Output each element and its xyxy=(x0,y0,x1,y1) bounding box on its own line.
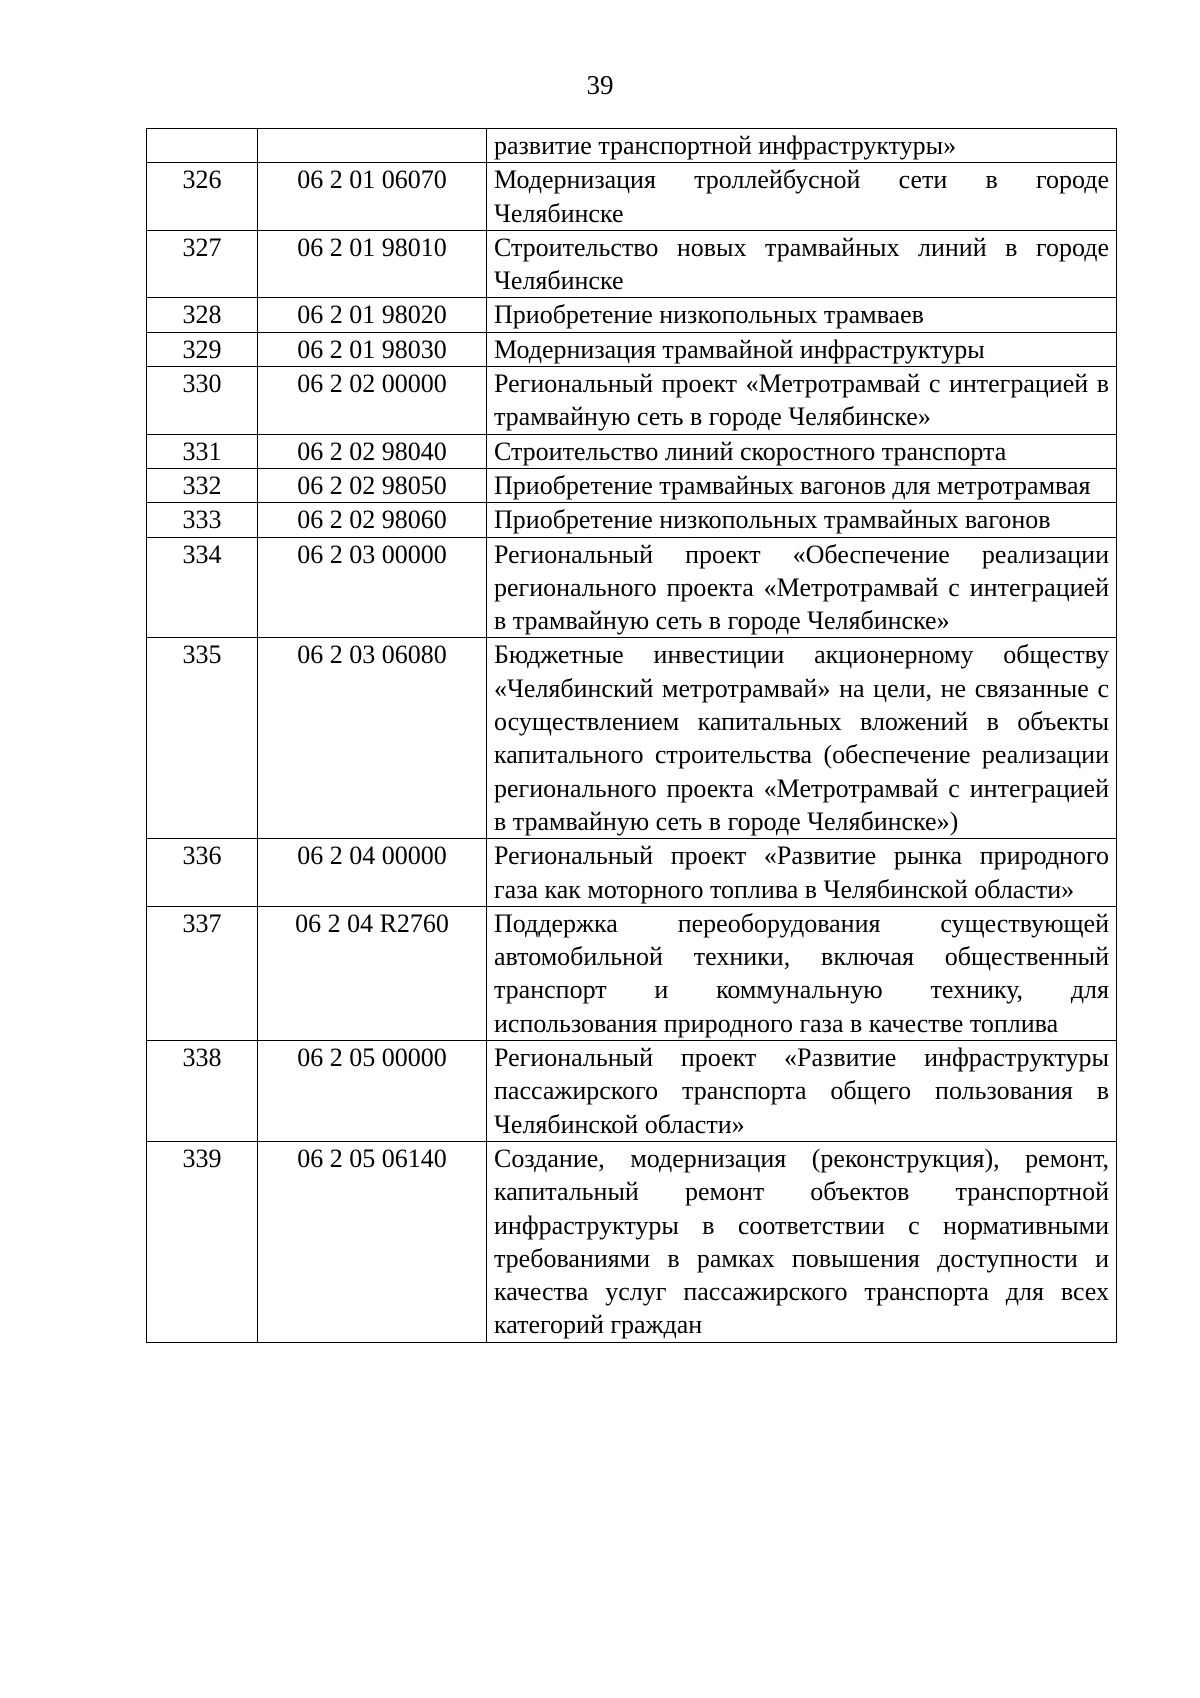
row-number: 334 xyxy=(147,537,258,638)
table-row xyxy=(147,468,1117,502)
budget-code: 06 2 03 00000 xyxy=(258,537,487,638)
row-number: 328 xyxy=(147,298,258,332)
table-row xyxy=(147,434,1117,468)
row-description: развитие транспортной инфраструктуры» xyxy=(487,129,1117,163)
table-row xyxy=(147,537,1117,638)
budget-code: 06 2 02 98050 xyxy=(258,468,487,502)
budget-code: 06 2 03 06080 xyxy=(258,638,487,839)
row-description: Приобретение трамвайных вагонов для метротрамвая xyxy=(487,468,1117,502)
table-row xyxy=(147,163,1117,231)
table-row xyxy=(147,503,1117,537)
budget-code: 06 2 02 00000 xyxy=(258,367,487,435)
row-description: Региональный проект «Развитие рынка природного газа как моторного топлива в Челябинской области» xyxy=(487,839,1117,907)
row-description: Поддержка переоборудования существующей автомобильной техники, включая общественный транспорт и коммунальную технику, для использования природного газа в качестве топлива xyxy=(487,906,1117,1040)
budget-code xyxy=(258,129,487,163)
row-number: 337 xyxy=(147,906,258,1040)
row-number: 332 xyxy=(147,468,258,502)
table-row xyxy=(147,332,1117,366)
table-row xyxy=(147,367,1117,435)
row-description: Региональный проект «Развитие инфраструктуры пассажирского транспорта общего пользования в Челябинской области» xyxy=(487,1041,1117,1142)
row-number: 329 xyxy=(147,332,258,366)
budget-code: 06 2 05 06140 xyxy=(258,1141,487,1342)
row-description: Модернизация трамвайной инфраструктуры xyxy=(487,332,1117,366)
table-row xyxy=(147,129,1117,163)
table-row xyxy=(147,638,1117,839)
budget-code: 06 2 01 98020 xyxy=(258,298,487,332)
table-row xyxy=(147,298,1117,332)
row-number: 333 xyxy=(147,503,258,537)
row-description: Приобретение низкопольных трамваев xyxy=(487,298,1117,332)
row-number: 336 xyxy=(147,839,258,907)
row-description: Модернизация троллейбусной сети в городе Челябинске xyxy=(487,163,1117,231)
row-description: Бюджетные инвестиции акционерному обществу «Челябинский метротрамвай» на цели, не связанные с осуществлением капитальных вложений в объекты капитального строительства (обеспечение реализации регионального проекта «Метротрамвай с интеграцией в трамвайную сеть в городе Челябинске») xyxy=(487,638,1117,839)
row-description: Строительство новых трамвайных линий в городе Челябинске xyxy=(487,230,1117,298)
table-row xyxy=(147,1141,1117,1342)
row-number: 338 xyxy=(147,1041,258,1142)
budget-code: 06 2 05 00000 xyxy=(258,1041,487,1142)
budget-code: 06 2 01 98030 xyxy=(258,332,487,366)
budget-code: 06 2 04 00000 xyxy=(258,839,487,907)
budget-code: 06 2 02 98040 xyxy=(258,434,487,468)
row-description: Региональный проект «Обеспечение реализации регионального проекта «Метротрамвай с интеграцией в трамвайную сеть в городе Челябинске» xyxy=(487,537,1117,638)
budget-code: 06 2 04 R2760 xyxy=(258,906,487,1040)
row-description: Строительство линий скоростного транспорта xyxy=(487,434,1117,468)
row-number: 335 xyxy=(147,638,258,839)
row-number: 327 xyxy=(147,230,258,298)
row-number: 339 xyxy=(147,1141,258,1342)
row-number: 331 xyxy=(147,434,258,468)
row-description: Создание, модернизация (реконструкция), ремонт, капитальный ремонт объектов транспортной инфраструктуры в соответствии с нормативными требованиями в рамках повышения доступности и качества услуг пассажирского транспорта для всех категорий граждан xyxy=(487,1141,1117,1342)
table-row xyxy=(147,839,1117,907)
table-row xyxy=(147,906,1117,1040)
row-number: 326 xyxy=(147,163,258,231)
row-description: Приобретение низкопольных трамвайных вагонов xyxy=(487,503,1117,537)
budget-code: 06 2 02 98060 xyxy=(258,503,487,537)
budget-codes-table xyxy=(146,128,1117,1343)
budget-code: 06 2 01 06070 xyxy=(258,163,487,231)
budget-code: 06 2 01 98010 xyxy=(258,230,487,298)
row-number: 330 xyxy=(147,367,258,435)
row-number xyxy=(147,129,258,163)
page-number: 39 xyxy=(586,70,614,100)
row-description: Региональный проект «Метротрамвай с интеграцией в трамвайную сеть в городе Челябинске» xyxy=(487,367,1117,435)
table-row xyxy=(147,230,1117,298)
table-row xyxy=(147,1041,1117,1142)
